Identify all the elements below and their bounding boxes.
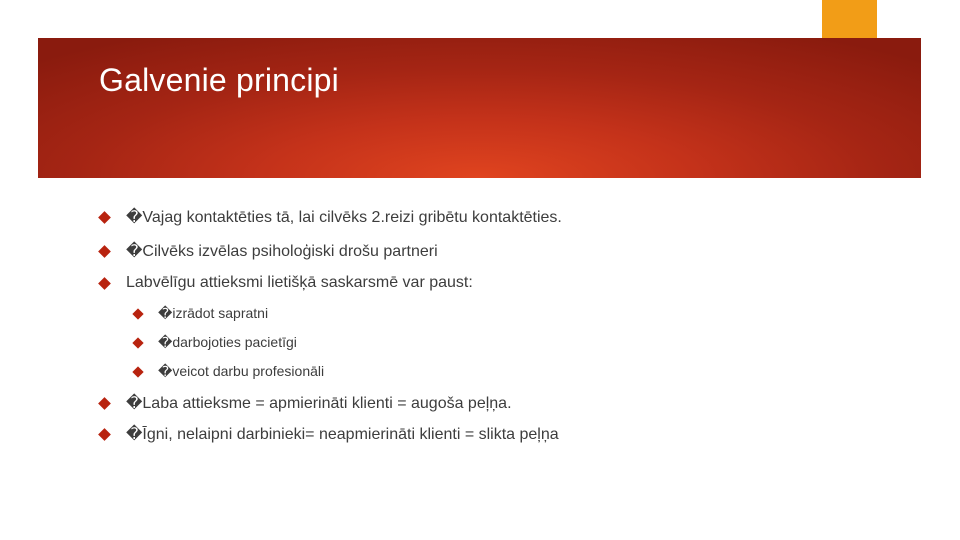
sub-bullet-item [134,363,324,380]
diamond-bullet-icon [132,366,143,377]
slide-title: Galvenie principi [99,62,339,98]
bullet-text: �Cilvēks izvēlas psiholoģiski drošu partneri [126,243,438,260]
diamond-bullet-icon [98,428,111,441]
diamond-bullet-icon [132,308,143,319]
diamond-bullet-icon [98,245,111,258]
sub-bullet-text: �veicot darbu profesionāli [158,363,325,379]
bullet-item [100,241,438,261]
sub-bullet-text: �izrādot sapratni [158,305,269,321]
bullet-text: �Laba attieksme = apmierināti klienti = augoša peļņa. [126,395,512,412]
diamond-bullet-icon [98,397,111,410]
bullet-text: �Vajag kontaktēties tā, lai cilvēks 2.reizi gribētu kontaktēties. [126,209,562,226]
diamond-bullet-icon [98,277,111,290]
bullet-item [100,393,512,413]
bullet-item [100,207,562,227]
bullet-item [100,424,559,444]
sub-bullet-item [134,334,297,351]
diamond-bullet-icon [132,337,143,348]
bullet-text: �Īgni, nelaipni darbinieki= neapmierināti klienti = slikta peļņa [126,426,559,443]
sub-bullet-text: �darbojoties pacietīgi [158,334,297,350]
bullet-item [100,274,473,292]
sub-bullet-item [134,305,268,322]
title-band [38,38,921,178]
bullet-text: Labvēlīgu attieksmi lietišķā saskarsmē var paust: [126,274,473,291]
diamond-bullet-icon [98,211,111,224]
